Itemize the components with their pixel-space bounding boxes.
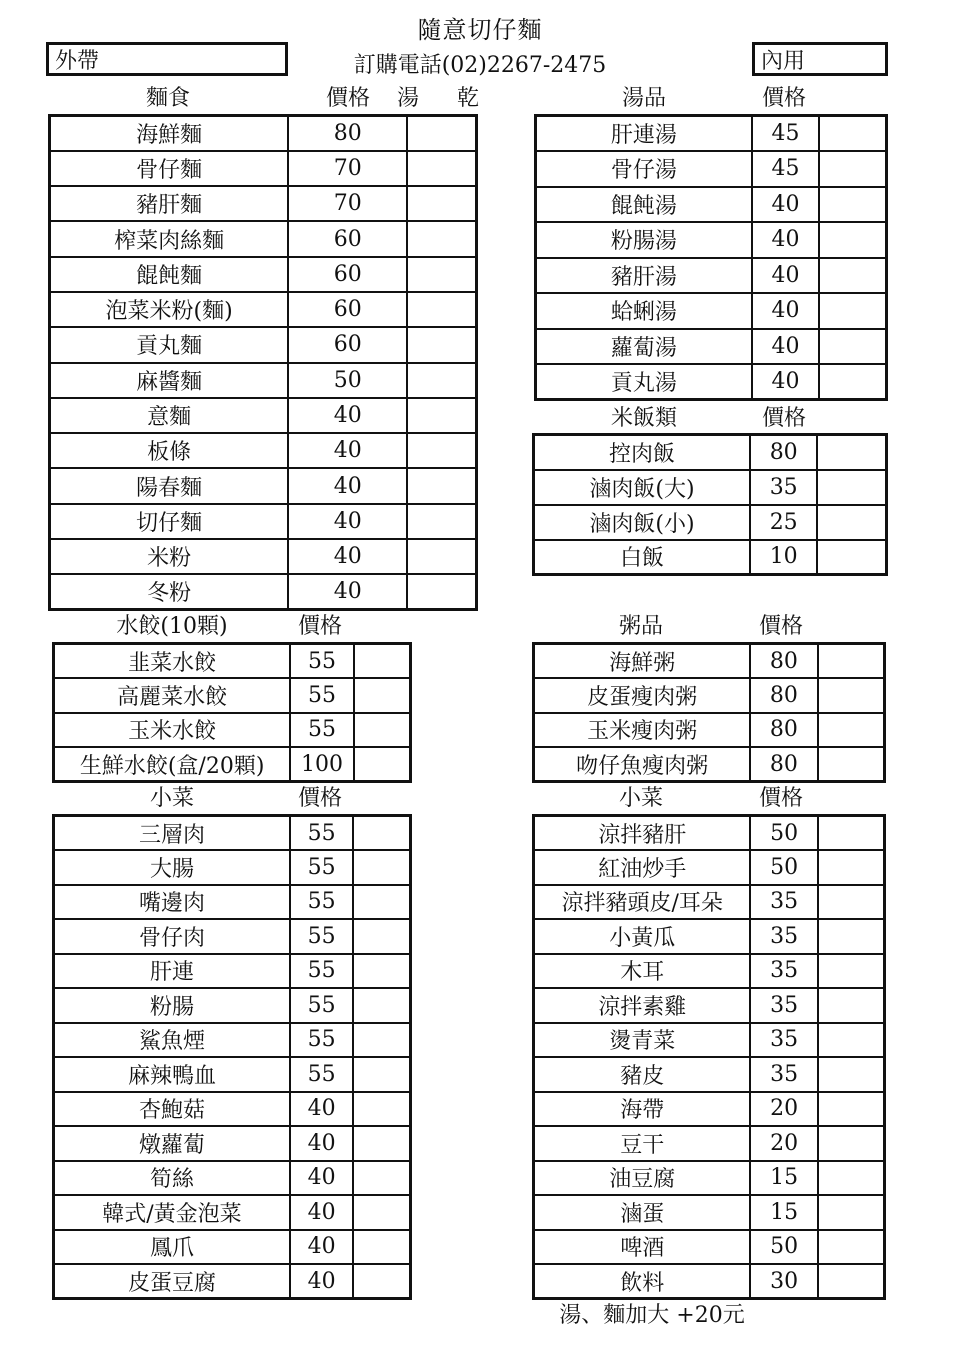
order-qty-cell[interactable] (353, 1195, 410, 1230)
menu-row (50, 574, 477, 609)
order-qty-cell[interactable] (818, 678, 885, 713)
order-qty-cell[interactable] (407, 151, 476, 186)
item-price: 45 (752, 151, 820, 187)
menu-row (50, 292, 477, 327)
item-price: 40 (288, 539, 407, 574)
item-price: 25 (750, 505, 817, 540)
menu-row (50, 433, 477, 468)
item-name: 燙青菜 (534, 1023, 751, 1058)
item-price: 40 (752, 293, 820, 329)
noodles-header (48, 82, 480, 116)
noodles-title: 麵食 (145, 86, 190, 111)
congee-title: 粥品 (618, 614, 663, 639)
order-qty-cell[interactable] (818, 850, 885, 885)
order-qty-cell[interactable] (818, 1161, 885, 1196)
order-qty-cell[interactable] (819, 364, 886, 400)
item-price: 55 (290, 885, 353, 920)
order-qty-cell[interactable] (818, 747, 885, 782)
menu-row (50, 504, 477, 539)
menu-row (534, 505, 887, 540)
order-qty-cell[interactable] (407, 116, 476, 151)
item-price: 60 (288, 327, 407, 362)
dinein-field[interactable] (752, 42, 888, 76)
menu-row (534, 1264, 885, 1299)
item-name: 餛飩湯 (536, 187, 752, 223)
item-name: 切仔麵 (50, 504, 289, 539)
menu-row (54, 850, 411, 885)
item-name: 杏鮑菇 (54, 1092, 290, 1127)
noodles-soup-header: 湯 (396, 86, 419, 111)
order-qty-cell[interactable] (407, 398, 476, 433)
dumplings-header (52, 610, 412, 644)
item-name: 骨仔麵 (50, 151, 289, 186)
menu-row (50, 327, 477, 362)
menu-row (536, 329, 887, 365)
item-price: 55 (290, 816, 353, 851)
menu-row (54, 1057, 411, 1092)
item-price: 40 (752, 364, 820, 400)
item-name: 涼拌素雞 (534, 988, 751, 1023)
order-qty-cell[interactable] (354, 713, 411, 748)
order-phone: 訂購電話(02)2267-2475 (353, 53, 607, 78)
soups-price-header: 價格 (761, 86, 806, 111)
item-name: 餛飩麵 (50, 257, 289, 292)
item-name: 意麵 (50, 398, 289, 433)
order-qty-cell[interactable] (818, 816, 885, 851)
congee-header (532, 610, 886, 644)
item-price: 35 (750, 885, 817, 920)
order-qty-cell[interactable] (819, 116, 886, 152)
item-name: 紅油炒手 (534, 850, 751, 885)
congee-price-header: 價格 (758, 614, 803, 639)
item-price: 80 (750, 435, 817, 470)
order-qty-cell[interactable] (818, 713, 885, 748)
menu-row (50, 257, 477, 292)
order-qty-cell[interactable] (818, 1057, 885, 1092)
menu-row (534, 1230, 885, 1265)
menu-row (54, 1161, 411, 1196)
order-qty-cell[interactable] (407, 221, 476, 256)
menu-row (54, 644, 411, 679)
order-qty-cell[interactable] (407, 468, 476, 503)
item-name: 肝連 (54, 954, 290, 989)
item-price: 40 (288, 574, 407, 609)
order-qty-cell[interactable] (353, 919, 410, 954)
item-name: 吻仔魚瘦肉粥 (534, 747, 751, 782)
menu-row (534, 644, 885, 679)
item-price: 20 (750, 1126, 817, 1161)
item-price: 30 (750, 1264, 817, 1299)
order-qty-cell[interactable] (407, 327, 476, 362)
item-price: 55 (290, 713, 354, 748)
menu-row (536, 151, 887, 187)
item-name: 海帶 (534, 1092, 751, 1127)
item-name: 板條 (50, 433, 289, 468)
takeout-label: 外帶 (55, 49, 100, 74)
menu-row (54, 678, 411, 713)
menu-row (54, 1230, 411, 1265)
item-name: 豬肝麵 (50, 186, 289, 221)
rice-header (534, 402, 888, 436)
order-qty-cell[interactable] (353, 1126, 410, 1161)
sides-left-title: 小菜 (149, 786, 194, 811)
order-qty-cell[interactable] (819, 222, 886, 258)
sides-right-price-header: 價格 (758, 786, 803, 811)
item-price: 80 (288, 116, 407, 151)
item-name: 貢丸湯 (536, 364, 752, 400)
order-qty-cell[interactable] (818, 1023, 885, 1058)
menu-row (534, 540, 887, 575)
order-qty-cell[interactable] (818, 885, 885, 920)
item-name: 生鮮水餃(盒/20顆) (54, 747, 291, 782)
item-name: 韭菜水餃 (54, 644, 291, 679)
item-name: 控肉飯 (534, 435, 750, 470)
menu-row (534, 747, 885, 782)
sides-right-table (532, 814, 886, 1300)
item-price: 35 (750, 954, 817, 989)
item-name: 木耳 (534, 954, 751, 989)
item-name: 冬粉 (50, 574, 289, 609)
order-qty-cell[interactable] (353, 1057, 410, 1092)
menu-row (534, 850, 885, 885)
item-price: 55 (290, 1023, 353, 1058)
item-price: 15 (750, 1195, 817, 1230)
dinein-label: 內用 (761, 49, 806, 74)
size-upgrade-note: 湯、麵加大 +20元 (559, 1303, 745, 1328)
item-price: 45 (752, 116, 820, 152)
order-qty-cell[interactable] (407, 186, 476, 221)
item-price: 35 (750, 919, 817, 954)
item-name: 豬肝湯 (536, 258, 752, 294)
item-price: 20 (750, 1092, 817, 1127)
order-qty-cell[interactable] (353, 1161, 410, 1196)
item-price: 70 (288, 151, 407, 186)
order-qty-cell[interactable] (818, 1126, 885, 1161)
sides-left-price-header: 價格 (297, 786, 342, 811)
item-price: 15 (750, 1161, 817, 1196)
item-price: 10 (750, 540, 817, 575)
item-name: 燉蘿蔔 (54, 1126, 290, 1161)
menu-row (50, 151, 477, 186)
order-qty-cell[interactable] (407, 539, 476, 574)
item-name: 麻醬麵 (50, 363, 289, 398)
order-qty-cell[interactable] (819, 293, 886, 329)
order-qty-cell[interactable] (407, 292, 476, 327)
item-price: 40 (288, 433, 407, 468)
item-name: 骨仔肉 (54, 919, 290, 954)
item-name: 蛤蜊湯 (536, 293, 752, 329)
item-price: 40 (752, 329, 820, 365)
item-price: 55 (290, 988, 353, 1023)
dumplings-table (52, 642, 412, 783)
item-price: 40 (290, 1161, 353, 1196)
menu-row (534, 1092, 885, 1127)
order-qty-cell[interactable] (353, 1230, 410, 1265)
order-qty-cell[interactable] (818, 1264, 885, 1299)
order-qty-cell[interactable] (407, 574, 476, 609)
menu-row (534, 1126, 885, 1161)
order-qty-cell[interactable] (353, 1264, 410, 1299)
menu-row (534, 1023, 885, 1058)
order-qty-cell[interactable] (819, 187, 886, 223)
menu-title: 隨意切仔麵 (417, 16, 543, 44)
order-qty-cell[interactable] (353, 885, 410, 920)
item-price: 35 (750, 470, 817, 505)
sides-left-header (52, 782, 412, 816)
menu-row (50, 468, 477, 503)
menu-row (54, 713, 411, 748)
item-price: 55 (290, 919, 353, 954)
item-name: 海鮮粥 (534, 644, 751, 679)
order-qty-cell[interactable] (818, 919, 885, 954)
item-price: 35 (750, 988, 817, 1023)
menu-row (54, 954, 411, 989)
item-name: 蘿蔔湯 (536, 329, 752, 365)
item-price: 40 (290, 1195, 353, 1230)
item-price: 80 (750, 747, 817, 782)
order-qty-cell[interactable] (817, 505, 886, 540)
order-qty-cell[interactable] (353, 988, 410, 1023)
menu-row (50, 186, 477, 221)
item-price: 50 (750, 1230, 817, 1265)
item-price: 40 (288, 468, 407, 503)
item-name: 飲料 (534, 1264, 751, 1299)
order-qty-cell[interactable] (407, 504, 476, 539)
item-name: 皮蛋瘦肉粥 (534, 678, 751, 713)
item-price: 40 (290, 1230, 353, 1265)
item-name: 麻辣鴨血 (54, 1057, 290, 1092)
item-price: 60 (288, 292, 407, 327)
item-name: 涼拌豬肝 (534, 816, 751, 851)
menu-row (54, 885, 411, 920)
sides-left-table (52, 814, 412, 1300)
order-qty-cell[interactable] (354, 644, 411, 679)
item-name: 筍絲 (54, 1161, 290, 1196)
item-price: 40 (752, 222, 820, 258)
item-name: 粉腸 (54, 988, 290, 1023)
item-price: 55 (290, 644, 354, 679)
rice-price-header: 價格 (761, 406, 806, 431)
menu-row (534, 1195, 885, 1230)
order-qty-cell[interactable] (818, 1195, 885, 1230)
item-name: 骨仔湯 (536, 151, 752, 187)
item-price: 80 (750, 713, 817, 748)
menu-row (54, 1264, 411, 1299)
item-price: 40 (288, 398, 407, 433)
menu-row (536, 187, 887, 223)
item-name: 涼拌豬頭皮/耳朵 (534, 885, 751, 920)
dumplings-price-header: 價格 (297, 614, 342, 639)
order-qty-cell[interactable] (818, 1230, 885, 1265)
item-name: 粉腸湯 (536, 222, 752, 258)
item-name: 大腸 (54, 850, 290, 885)
noodles-table (48, 114, 478, 611)
order-qty-cell[interactable] (354, 678, 411, 713)
order-qty-cell[interactable] (407, 363, 476, 398)
item-price: 35 (750, 1023, 817, 1058)
item-name: 啤酒 (534, 1230, 751, 1265)
item-name: 豆干 (534, 1126, 751, 1161)
order-qty-cell[interactable] (353, 954, 410, 989)
order-qty-cell[interactable] (353, 1023, 410, 1058)
item-name: 肝連湯 (536, 116, 752, 152)
menu-row (536, 364, 887, 400)
item-name: 泡菜米粉(麵) (50, 292, 289, 327)
menu-row (54, 1023, 411, 1058)
item-name: 三層肉 (54, 816, 290, 851)
item-price: 70 (288, 186, 407, 221)
item-price: 40 (290, 1126, 353, 1161)
order-qty-cell[interactable] (818, 954, 885, 989)
item-name: 油豆腐 (534, 1161, 751, 1196)
order-qty-cell[interactable] (819, 151, 886, 187)
menu-row (534, 1161, 885, 1196)
soups-table (534, 114, 888, 401)
menu-row (534, 954, 885, 989)
item-price: 40 (288, 504, 407, 539)
item-name: 米粉 (50, 539, 289, 574)
item-name: 韓式/黃金泡菜 (54, 1195, 290, 1230)
order-qty-cell[interactable] (407, 433, 476, 468)
menu-row (534, 470, 887, 505)
rice-table (532, 433, 888, 576)
item-price: 40 (290, 1264, 353, 1299)
item-name: 貢丸麵 (50, 327, 289, 362)
menu-row (50, 539, 477, 574)
menu-row (534, 885, 885, 920)
order-qty-cell[interactable] (818, 1092, 885, 1127)
item-price: 80 (750, 678, 817, 713)
item-price: 50 (750, 850, 817, 885)
item-name: 小黃瓜 (534, 919, 751, 954)
item-price: 40 (752, 258, 820, 294)
item-name: 豬皮 (534, 1057, 751, 1092)
item-price: 60 (288, 221, 407, 256)
congee-table (532, 642, 886, 783)
item-name: 榨菜肉絲麵 (50, 221, 289, 256)
menu-row (50, 116, 477, 151)
menu-row (50, 363, 477, 398)
order-qty-cell[interactable] (353, 1092, 410, 1127)
menu-row (50, 221, 477, 256)
item-price: 60 (288, 257, 407, 292)
rice-title: 米飯類 (610, 406, 677, 431)
item-name: 高麗菜水餃 (54, 678, 291, 713)
order-qty-cell[interactable] (817, 435, 886, 470)
item-price: 35 (750, 1057, 817, 1092)
item-name: 滷肉飯(大) (534, 470, 750, 505)
takeout-field[interactable] (46, 42, 288, 76)
order-qty-cell[interactable] (817, 540, 886, 575)
item-price: 55 (290, 850, 353, 885)
order-qty-cell[interactable] (817, 470, 886, 505)
menu-row (54, 747, 411, 782)
item-price: 40 (290, 1092, 353, 1127)
item-price: 100 (290, 747, 354, 782)
menu-row (534, 1057, 885, 1092)
item-price: 55 (290, 1057, 353, 1092)
sides-right-header (532, 782, 886, 816)
soups-header (534, 82, 888, 116)
order-qty-cell[interactable] (819, 258, 886, 294)
menu-row (54, 816, 411, 851)
item-price: 80 (750, 644, 817, 679)
menu-row (534, 988, 885, 1023)
menu-row (534, 919, 885, 954)
order-qty-cell[interactable] (818, 988, 885, 1023)
menu-row (536, 293, 887, 329)
item-name: 皮蛋豆腐 (54, 1264, 290, 1299)
order-qty-cell[interactable] (353, 816, 410, 851)
item-name: 玉米瘦肉粥 (534, 713, 751, 748)
item-name: 玉米水餃 (54, 713, 291, 748)
menu-row (536, 222, 887, 258)
order-qty-cell[interactable] (819, 329, 886, 365)
order-qty-cell[interactable] (818, 644, 885, 679)
item-name: 滷蛋 (534, 1195, 751, 1230)
menu-row (54, 1092, 411, 1127)
item-name: 鯊魚煙 (54, 1023, 290, 1058)
menu-row (54, 919, 411, 954)
order-qty-cell[interactable] (353, 850, 410, 885)
dumplings-title: 水餃(10顆) (116, 614, 228, 639)
item-price: 55 (290, 954, 353, 989)
menu-row (54, 988, 411, 1023)
item-price: 40 (752, 187, 820, 223)
menu-row (536, 258, 887, 294)
menu-row (534, 678, 885, 713)
menu-row (54, 1126, 411, 1161)
menu-row (534, 816, 885, 851)
menu-row (50, 398, 477, 433)
order-qty-cell[interactable] (354, 747, 411, 782)
soups-title: 湯品 (621, 86, 666, 111)
item-price: 50 (288, 363, 407, 398)
item-name: 白飯 (534, 540, 750, 575)
item-name: 陽春麵 (50, 468, 289, 503)
order-qty-cell[interactable] (407, 257, 476, 292)
noodles-price-header: 價格 (325, 86, 370, 111)
item-price: 55 (290, 678, 354, 713)
noodles-dry-header: 乾 (456, 86, 479, 111)
item-price: 50 (750, 816, 817, 851)
menu-row (534, 713, 885, 748)
sides-right-title: 小菜 (618, 786, 663, 811)
menu-row (534, 435, 887, 470)
item-name: 滷肉飯(小) (534, 505, 750, 540)
menu-row (536, 116, 887, 152)
item-name: 嘴邊肉 (54, 885, 290, 920)
item-name: 海鮮麵 (50, 116, 289, 151)
item-name: 鳳爪 (54, 1230, 290, 1265)
menu-row (54, 1195, 411, 1230)
